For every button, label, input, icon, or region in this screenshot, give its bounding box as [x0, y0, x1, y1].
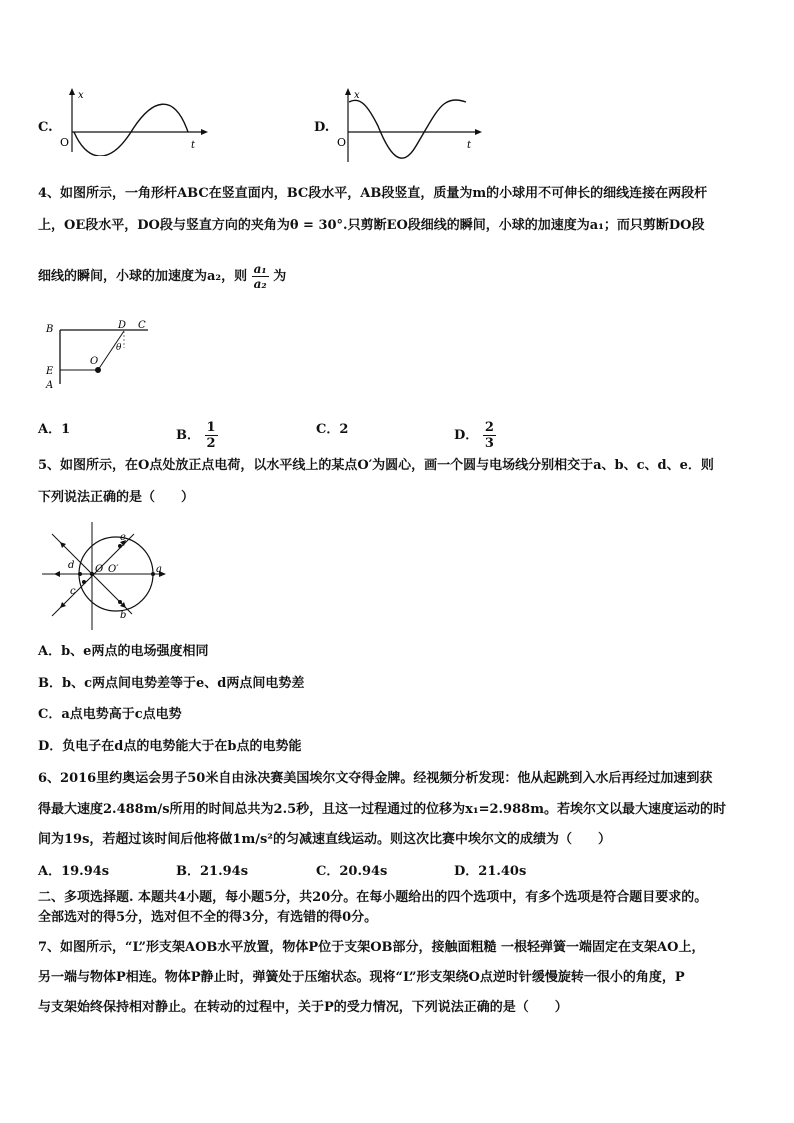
- origin-label: O: [60, 136, 70, 149]
- y-arrow: [69, 88, 75, 95]
- option-c-label: C.: [38, 120, 53, 135]
- t-label: t: [467, 140, 472, 151]
- q7-line3: 与支架始终保持相对静止。在转动的过程中，关于P的受力情况，下列说法正确的是（ ）: [38, 1000, 568, 1015]
- q6-line2: 得最大速度2.488m/s所用的时间总共为2.5秒，且这一过程通过的位移为x₁=2.988m。若埃尔文以最大速度运动的时: [38, 802, 726, 817]
- graph-c: [56, 86, 216, 156]
- q6-option-a: A．19.94s: [38, 864, 110, 879]
- point-o: [90, 572, 94, 576]
- t-arrow: [201, 129, 208, 135]
- q4-line3-post: 为: [273, 269, 287, 284]
- q4-option-b-label: B．: [176, 428, 200, 443]
- fraction-numerator: a₁: [253, 262, 267, 276]
- curve-c: [74, 104, 188, 156]
- x-label: x: [354, 90, 360, 101]
- q5-option-b: B．b、c两点间电势差等于e、d两点间电势差: [38, 676, 305, 691]
- q4-line2: 上，OE段水平，DO段与竖直方向的夹角为θ = 30°.只剪断EO段细线的瞬间，小球的加速度为a₁；而只剪断DO段: [38, 218, 705, 233]
- q7-line2: 另一端与物体P相连。物体P静止时，弹簧处于压缩状态。现将“L”形支架绕O点逆时针缓慢旋转一很小的角度，P: [38, 970, 685, 985]
- fraction-denominator: 3: [484, 436, 494, 451]
- q4-option-d: [454, 420, 496, 451]
- fraction-denominator: 2: [206, 436, 216, 451]
- q6-option-d: D．21.40s: [454, 864, 527, 879]
- curve-d: [349, 100, 466, 158]
- q4-line1: 4、如图所示，一角形杆ABC在竖直面内，BC段水平，AB段竖直，质量为m的小球用不可伸长的细线连接在两段杆: [38, 186, 708, 201]
- t-arrow: [475, 129, 482, 135]
- fraction-numerator: 1: [206, 420, 216, 435]
- q4-option-d-label: D．: [454, 428, 479, 443]
- q4-option-b: [176, 420, 218, 451]
- option-d-label: D.: [314, 120, 330, 135]
- q6-line1: 6、2016里约奥运会男子50米自由泳决赛美国埃尔文夺得金牌。经视频分析发现：他从起跳到入水后再经过加速到获: [38, 771, 713, 786]
- label-a: A: [46, 380, 54, 390]
- q4-option-c: C．2: [316, 422, 349, 437]
- t-label: t: [191, 140, 196, 151]
- q5-line2: 下列说法正确的是（ ）: [38, 490, 195, 505]
- q4-option-a: A．1: [38, 422, 71, 437]
- q5-option-c: C．a点电势高于c点电势: [38, 707, 182, 722]
- label-d: d: [68, 560, 75, 571]
- label-o-prime: O′: [108, 564, 119, 575]
- q5-option-d: D．负电子在d点的电势能大于在b点的电势能: [38, 739, 302, 754]
- q6-line3: 间为19s，若超过该时间后他将做1m/s²的匀减速直线运动。则这次比赛中埃尔文的成绩为（ ）: [38, 832, 611, 847]
- q4-line3-pre: 细线的瞬间，小球的加速度为a₂，则: [38, 269, 248, 284]
- point-c: [82, 580, 86, 584]
- arrow: [54, 571, 60, 577]
- label-a: a: [156, 564, 162, 575]
- section2-line1: 二、多项选择题. 本题共4小题，每小题5分，共20分。在每小题给出的四个选项中，有多个选项是符合题目要求的。: [38, 890, 708, 905]
- label-theta: θ: [116, 343, 122, 353]
- label-o: O: [95, 564, 104, 575]
- label-e: e: [120, 532, 126, 543]
- label-d: D: [118, 320, 127, 331]
- origin-label: O: [337, 136, 347, 149]
- point-d: [78, 572, 82, 576]
- q4-option-d-fraction: [483, 420, 496, 451]
- label-o: O: [90, 356, 99, 367]
- label-c: C: [138, 320, 146, 331]
- q4-line3: [38, 262, 286, 291]
- label-e: E: [46, 366, 54, 377]
- q4-fraction: [252, 262, 269, 291]
- point-a: [151, 572, 155, 576]
- q6-option-c: C．20.94s: [316, 864, 388, 879]
- q7-line1: 7、如图所示，“L”形支架AOB水平放置，物体P位于支架OB部分，接触面粗糙 一根轻弹簧一端固定在支架AO上，: [38, 940, 705, 955]
- q5-figure: [40, 520, 170, 632]
- q4-figure: [40, 318, 160, 390]
- label-c: c: [70, 586, 76, 597]
- q4-option-b-fraction: [205, 420, 218, 451]
- point-b: [118, 600, 122, 604]
- x-label: x: [78, 90, 84, 101]
- fraction-numerator: 2: [484, 420, 494, 435]
- q6-option-b: B．21.94s: [176, 864, 249, 879]
- y-arrow: [345, 88, 351, 95]
- ball: [95, 367, 101, 373]
- label-b: b: [120, 610, 127, 621]
- graph-d: [332, 86, 492, 166]
- point-e: [118, 544, 122, 548]
- q5-line1: 5、如图所示，在O点处放正点电荷，以水平线上的某点O′为圆心，画一个圆与电场线分别相交于a、b、c、d、e．则: [38, 458, 714, 473]
- q5-option-a: A．b、e两点的电场强度相同: [38, 644, 209, 659]
- label-b: B: [46, 324, 54, 335]
- fraction-denominator: a₂: [253, 277, 267, 291]
- section2-line2: 全部选对的得5分，选对但不全的得3分，有选错的得0分。: [38, 910, 378, 925]
